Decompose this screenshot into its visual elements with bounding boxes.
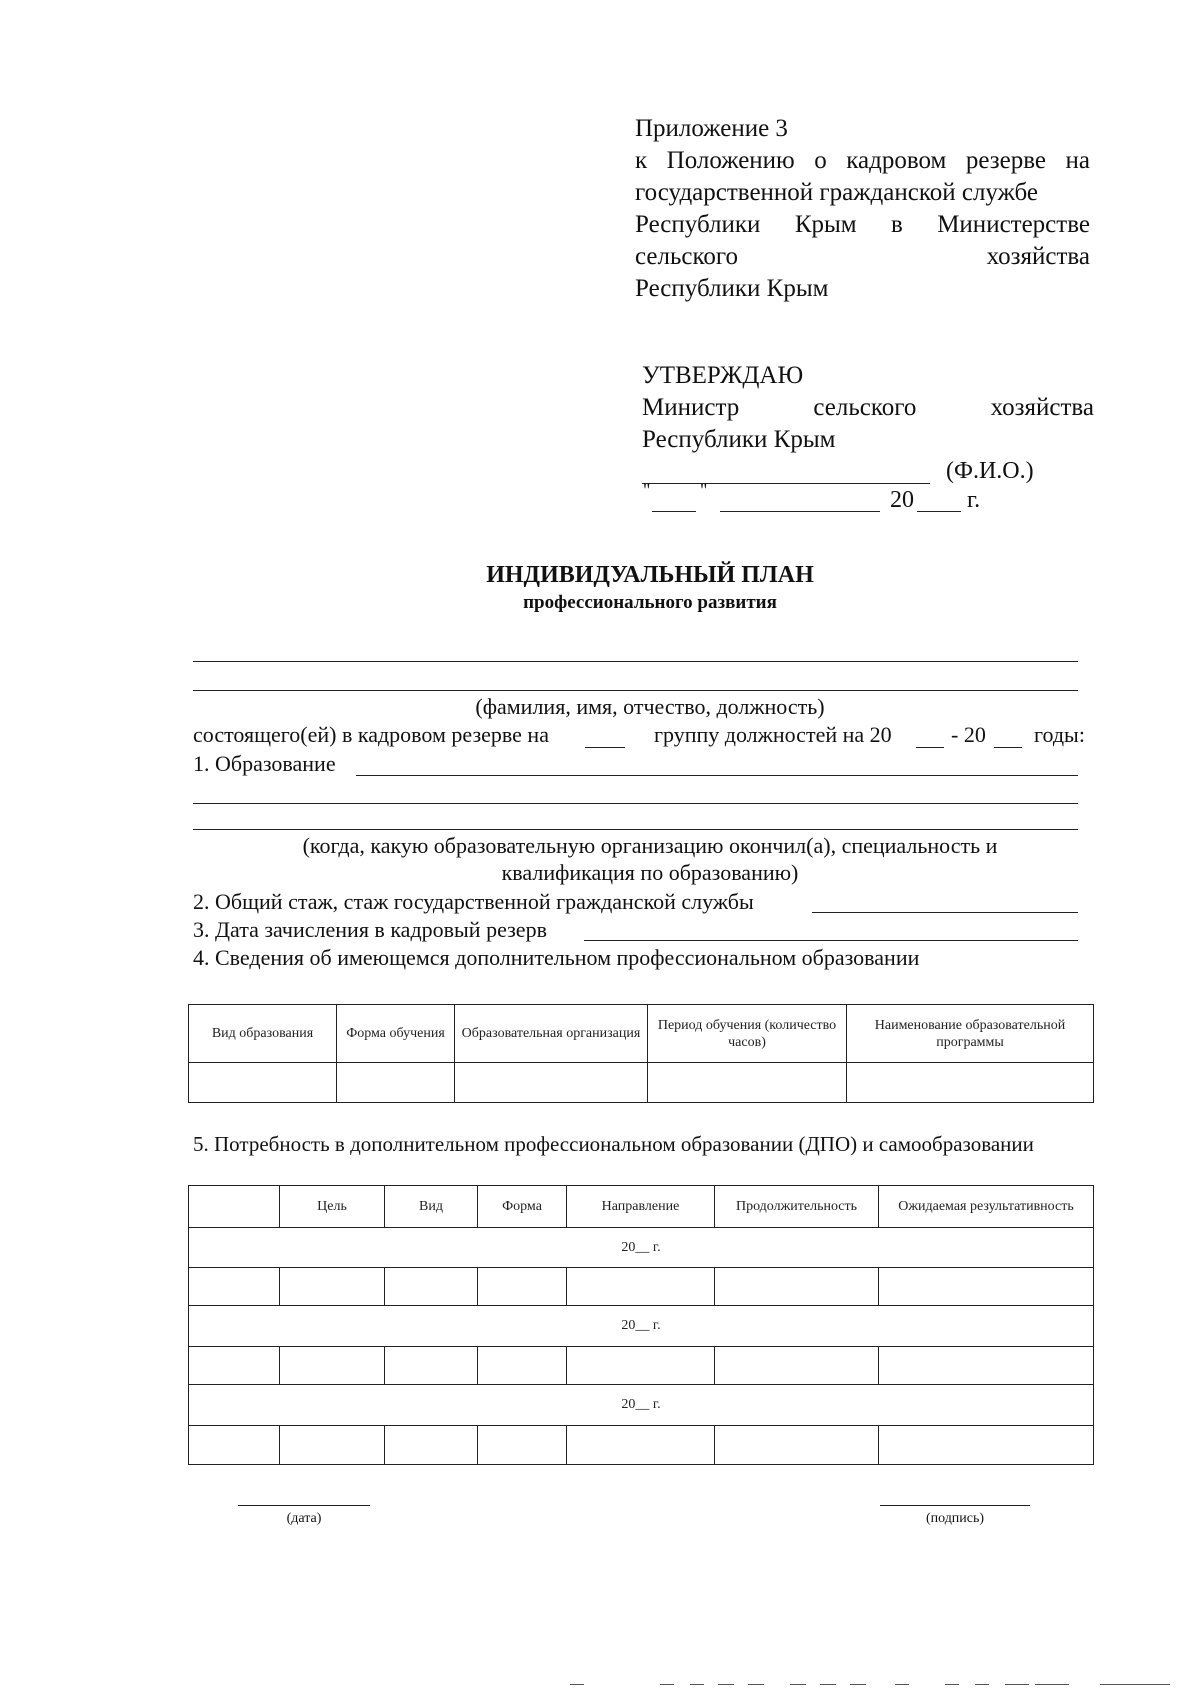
table-cell[interactable] <box>478 1426 567 1465</box>
reserve-text-c: - 20 <box>951 722 986 747</box>
word: сельского <box>813 394 917 421</box>
table-cell[interactable] <box>385 1268 478 1306</box>
table-cell[interactable] <box>385 1426 478 1465</box>
year-cell: 20__ г. <box>189 1385 1094 1426</box>
approval-block <box>642 360 1094 456</box>
table-header: Вид образования <box>189 1005 337 1063</box>
table-header: Направление <box>567 1186 715 1228</box>
quote-open: " <box>643 480 651 500</box>
table-cell[interactable] <box>280 1426 385 1465</box>
table-cell[interactable] <box>567 1426 715 1465</box>
scan-artifact <box>570 1684 584 1685</box>
name-line <box>193 690 1078 691</box>
reserve-text-d: годы: <box>1034 722 1085 747</box>
scan-artifact <box>660 1684 674 1685</box>
education-label: 1. Образование <box>193 751 336 776</box>
word: хозяйства <box>990 394 1094 421</box>
education-line <box>356 775 1078 776</box>
table-cell[interactable] <box>567 1268 715 1306</box>
year-row <box>189 1228 1094 1268</box>
appendix-line: Приложение 3 <box>635 115 788 142</box>
table-cell[interactable] <box>189 1347 280 1385</box>
word: резерве <box>965 147 1046 174</box>
table-header: Ожидаемая результативность <box>879 1186 1094 1228</box>
table-row <box>189 1426 1094 1465</box>
table-cell[interactable] <box>879 1347 1094 1385</box>
table-row <box>189 1268 1094 1306</box>
word: сельского <box>635 243 738 270</box>
scan-artifact <box>1100 1684 1170 1685</box>
table-cell[interactable] <box>847 1063 1094 1103</box>
table-cell[interactable] <box>189 1426 280 1465</box>
fio-caption: (Ф.И.О.) <box>946 458 1034 484</box>
scan-artifact <box>1005 1684 1029 1685</box>
year-row <box>189 1306 1094 1347</box>
scan-artifact <box>1035 1684 1069 1685</box>
table-cell[interactable] <box>567 1347 715 1385</box>
scan-artifact <box>820 1684 836 1685</box>
item-additional-education: 4. Сведения об имеющемся дополнительном профессиональном образовании <box>193 945 920 970</box>
word: Положению <box>666 147 795 174</box>
word: кадровом <box>846 147 947 174</box>
table-cell[interactable] <box>280 1268 385 1306</box>
year-prefix: 20 <box>890 487 914 513</box>
year-suffix: г. <box>967 487 981 513</box>
scan-artifact <box>690 1684 704 1685</box>
word: Республики <box>635 211 761 238</box>
table-cell[interactable] <box>715 1268 879 1306</box>
table-cell[interactable] <box>189 1063 337 1103</box>
table-header: Форма <box>478 1186 567 1228</box>
appendix-line: государственной гражданской службе <box>635 179 1039 206</box>
experience-line <box>812 912 1078 913</box>
table-cell[interactable] <box>478 1268 567 1306</box>
group-blank <box>585 747 625 748</box>
year-blank <box>917 511 961 512</box>
word: хозяйства <box>986 243 1090 270</box>
table-cell[interactable] <box>879 1426 1094 1465</box>
table-cell[interactable] <box>648 1063 847 1103</box>
table-header <box>189 1186 280 1228</box>
table-header-row <box>189 1005 1094 1063</box>
year-row <box>189 1385 1094 1426</box>
reserve-text-b: группу должностей на 20 <box>654 722 892 747</box>
item-dpo-need: 5. Потребность в дополнительном профессиональном образовании (ДПО) и самообразовании <box>193 1132 1034 1156</box>
table-cell[interactable] <box>879 1268 1094 1306</box>
education-caption: квалификация по образованию) <box>501 860 799 885</box>
table-row <box>189 1347 1094 1385</box>
scan-artifact <box>748 1684 764 1685</box>
date-signature-line <box>238 1505 370 1506</box>
table-header: Наименование образовательной программы <box>847 1005 1094 1063</box>
word: Крым <box>794 211 857 238</box>
date-caption: (дата) <box>286 1511 322 1526</box>
enrollment-date-line <box>584 940 1078 941</box>
appendix-line <box>635 209 1090 241</box>
scan-artifact <box>975 1684 989 1685</box>
word: к <box>635 147 648 174</box>
word: в <box>891 211 903 238</box>
scan-artifact <box>790 1684 806 1685</box>
approval-line: Республики Крым <box>642 426 836 453</box>
table-row <box>189 1063 1094 1103</box>
appendix-block <box>635 113 1090 305</box>
dpo-need-table <box>188 1185 1094 1465</box>
table-header: Продолжительность <box>715 1186 879 1228</box>
table-cell[interactable] <box>715 1347 879 1385</box>
table-cell[interactable] <box>280 1347 385 1385</box>
table-header: Вид <box>385 1186 478 1228</box>
additional-education-table <box>188 1004 1094 1103</box>
scan-artifact <box>850 1684 866 1685</box>
scan-artifact <box>945 1684 959 1685</box>
education-caption: (когда, какую образовательную организацию окончил(а), специальность и <box>302 833 998 858</box>
day-blank <box>652 511 696 512</box>
word: на <box>1065 147 1090 174</box>
minister-signature-line <box>642 483 930 484</box>
appendix-line <box>635 145 1090 177</box>
word: Министерстве <box>937 211 1090 238</box>
scan-artifact <box>718 1684 734 1685</box>
table-header-row <box>189 1186 1094 1228</box>
table-cell[interactable] <box>385 1347 478 1385</box>
table-cell[interactable] <box>189 1268 280 1306</box>
table-cell[interactable] <box>337 1063 455 1103</box>
word: о <box>814 147 827 174</box>
education-line <box>193 803 1078 804</box>
word: Министр <box>642 394 740 421</box>
table-header: Цель <box>280 1186 385 1228</box>
year-to-blank <box>994 747 1022 748</box>
appendix-line <box>635 241 1090 273</box>
year-cell: 20__ г. <box>189 1306 1094 1347</box>
table-cell[interactable] <box>455 1063 648 1103</box>
signature-line <box>880 1505 1030 1506</box>
item-enrollment-date: 3. Дата зачисления в кадровый резерв <box>193 917 547 942</box>
table-cell[interactable] <box>478 1347 567 1385</box>
document-subtitle: профессионального развития <box>523 592 777 613</box>
approval-line <box>642 392 1094 424</box>
table-cell[interactable] <box>715 1426 879 1465</box>
year-cell: 20__ г. <box>189 1228 1094 1268</box>
item-experience: 2. Общий стаж, стаж государственной гражданской службы <box>193 889 754 914</box>
name-line <box>193 661 1078 662</box>
appendix-line: Республики Крым <box>635 275 829 302</box>
table-header: Форма обучения <box>337 1005 455 1063</box>
scan-artifact <box>895 1684 909 1685</box>
name-caption: (фамилия, имя, отчество, должность) <box>475 694 825 719</box>
approval-heading: УТВЕРЖДАЮ <box>642 362 804 389</box>
signature-caption: (подпись) <box>925 1511 985 1526</box>
reserve-text-a: состоящего(ей) в кадровом резерве на <box>193 722 549 747</box>
table-header: Образовательная организация <box>455 1005 648 1063</box>
month-blank <box>720 511 880 512</box>
year-from-blank <box>916 747 944 748</box>
quote-close: " <box>700 480 708 500</box>
education-line <box>193 829 1078 830</box>
document-title: ИНДИВИДУАЛЬНЫЙ ПЛАН <box>486 562 814 588</box>
table-header: Период обучения (количество часов) <box>648 1005 847 1063</box>
